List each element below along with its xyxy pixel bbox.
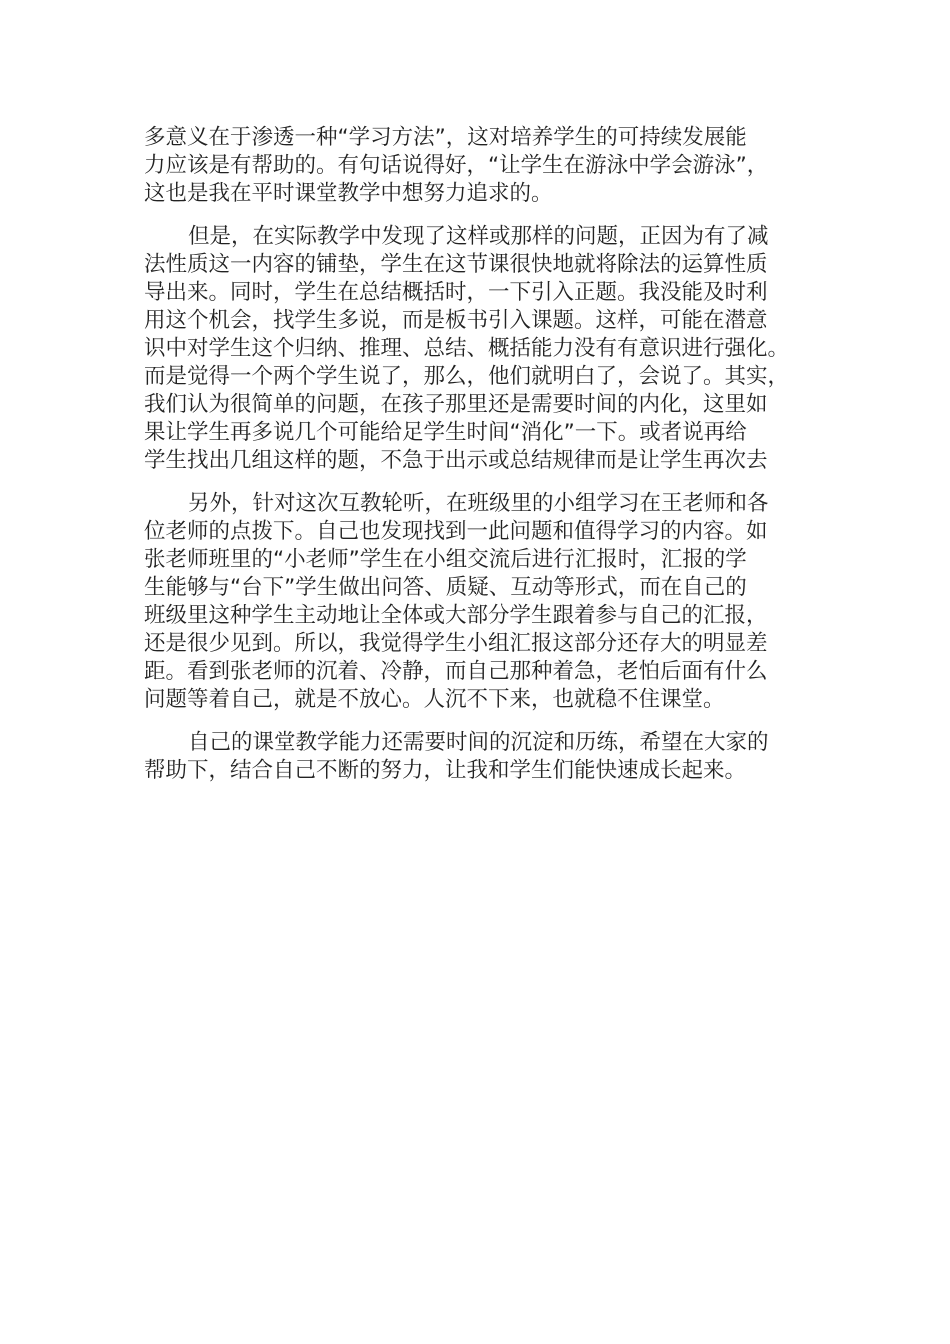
text-line: 识中对学生这个归纳、推理、总结、概括能力没有有意识进行强化。 [144, 336, 790, 361]
text-line: 用这个机会，找学生多说，而是板书引入课题。这样，可能在潜意 [144, 308, 768, 333]
text-line: 果让学生再多说几个可能给足学生时间“消化”一下。或者说再给 [144, 420, 747, 445]
text-line: 而是觉得一个两个学生说了，那么，他们就明白了，会说了。其实， [144, 364, 790, 389]
text-line: 还是很少见到。所以，我觉得学生小组汇报这部分还存大的明显差 [144, 631, 768, 656]
text-line: 帮助下，结合自己不断的努力，让我和学生们能快速成长起来。 [144, 758, 747, 783]
text-line: 我们认为很简单的问题，在孩子那里还是需要时间的内化，这里如 [144, 392, 768, 417]
text-line: 问题等着自己，就是不放心。人沉不下来，也就稳不住课堂。 [144, 687, 725, 712]
paragraph-3 [144, 490, 810, 714]
text-line: 距。看到张老师的沉着、冷静，而自己那种着急，老怕后面有什么 [144, 659, 768, 684]
text-line: 导出来。同时，学生在总结概括时，一下引入正题。我没能及时利 [144, 280, 768, 305]
paragraph-1 [144, 124, 810, 208]
text-line: 张老师班里的“小老师”学生在小组交流后进行汇报时，汇报的学 [144, 547, 747, 572]
text-line: 但是，在实际教学中发现了这样或那样的问题，正因为有了减 [188, 224, 769, 249]
text-line: 生能够与“台下”学生做出问答、质疑、互动等形式，而在自己的 [144, 575, 747, 600]
text-line: 这也是我在平时课堂教学中想努力追求的。 [144, 181, 553, 206]
text-line: 位老师的点拨下。自己也发现找到一此问题和值得学习的内容。如 [144, 519, 768, 544]
text-line: 力应该是有帮助的。有句话说得好，“让学生在游泳中学会游泳”， [144, 153, 769, 178]
text-line: 班级里这种学生主动地让全体或大部分学生跟着参与自己的汇报， [144, 603, 768, 628]
text-line: 自己的课堂教学能力还需要时间的沉淀和历练，希望在大家的 [188, 730, 769, 755]
text-line: 另外，针对这次互教轮听，在班级里的小组学习在王老师和各 [188, 491, 769, 516]
document-body [144, 124, 810, 800]
paragraph-2 [144, 223, 810, 475]
text-line: 学生找出几组这样的题，不急于出示或总结规律而是让学生再次去 [144, 448, 768, 473]
text-line: 多意义在于渗透一种“学习方法”，这对培养学生的可持续发展能 [144, 125, 747, 150]
text-line: 法性质这一内容的铺垫，学生在这节课很快地就将除法的运算性质 [144, 252, 768, 277]
paragraph-4 [144, 729, 810, 785]
